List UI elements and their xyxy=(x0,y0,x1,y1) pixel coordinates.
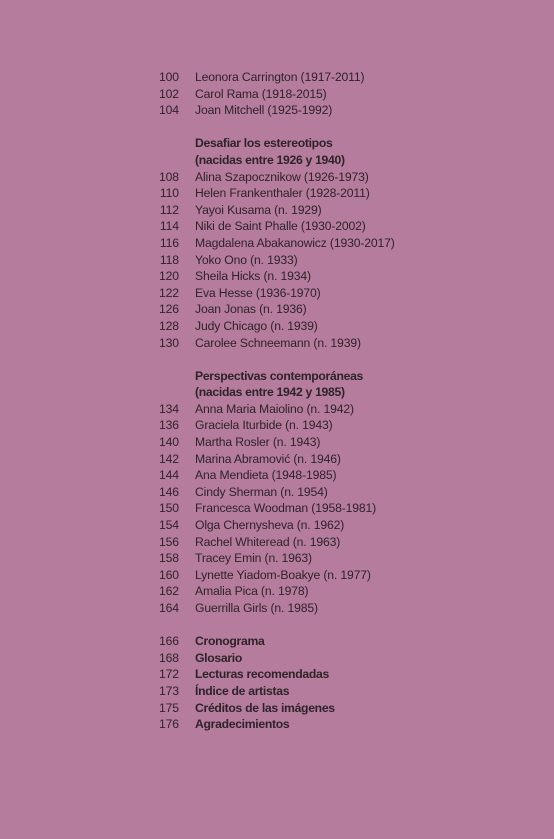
section-heading xyxy=(0,135,554,152)
toc-entry[interactable] xyxy=(0,335,554,352)
toc-entry-title: Helen Frankenthaler (1928-2011) xyxy=(195,186,370,201)
toc-entry-title: Lynette Yiadom-Boakye (n. 1977) xyxy=(195,567,371,582)
toc-page-number: 134 xyxy=(158,401,179,416)
toc-entry[interactable] xyxy=(0,235,554,252)
toc-backmatter-entry[interactable] xyxy=(0,633,554,650)
toc-entry[interactable] xyxy=(0,202,554,219)
toc-page-number: 126 xyxy=(158,302,179,317)
toc-backmatter-entry[interactable] xyxy=(0,666,554,683)
toc-entry-title: Martha Rosler (n. 1943) xyxy=(195,435,321,450)
toc-entry-title: Ana Mendieta (1948-1985) xyxy=(195,468,337,483)
toc-entry[interactable] xyxy=(0,301,554,318)
toc-entry-title: Cindy Sherman (n. 1954) xyxy=(195,484,328,499)
toc-page-number: 162 xyxy=(158,584,179,599)
toc-backmatter-entry[interactable] xyxy=(0,716,554,733)
toc-entry[interactable] xyxy=(0,517,554,534)
toc-page-number: 104 xyxy=(158,103,179,118)
toc-page-number: 136 xyxy=(158,418,179,433)
toc-page-number: 175 xyxy=(158,700,179,715)
toc-entry-title: Rachel Whiteread (n. 1963) xyxy=(195,534,341,549)
toc-entry-title: Carol Rama (1918-2015) xyxy=(195,86,327,101)
toc-entry-title: Anna Maria Maiolino (n. 1942) xyxy=(195,401,354,416)
toc-entry[interactable] xyxy=(0,550,554,567)
toc-entry-title: Leonora Carrington (1917-2011) xyxy=(195,70,365,84)
toc-entry[interactable] xyxy=(0,218,554,235)
section-heading xyxy=(0,368,554,385)
toc-backmatter-entry[interactable] xyxy=(0,683,554,700)
toc-entry[interactable] xyxy=(0,318,554,335)
toc-page-number: 102 xyxy=(158,86,179,101)
toc-page-number: 172 xyxy=(158,667,179,682)
toc-page-number: 146 xyxy=(158,484,179,499)
toc-page-number: 166 xyxy=(158,634,179,649)
section-spacer xyxy=(0,617,554,634)
toc-page-number: 100 xyxy=(158,70,179,84)
section-heading xyxy=(0,152,554,169)
section-heading-line2: (nacidas entre 1942 y 1985) xyxy=(195,385,345,400)
toc-entry[interactable] xyxy=(0,600,554,617)
toc-entry[interactable] xyxy=(0,567,554,584)
toc-entry-title: Carolee Schneemann (n. 1939) xyxy=(195,335,361,350)
toc-page-number: 164 xyxy=(158,601,179,615)
toc-page-number: 140 xyxy=(158,435,179,450)
toc-entry[interactable] xyxy=(0,417,554,434)
toc-entry-title: Joan Mitchell (1925-1992) xyxy=(195,103,333,118)
toc-entry[interactable] xyxy=(0,434,554,451)
toc-page-number: 120 xyxy=(158,269,179,284)
toc-entry-title: Magdalena Abakanowicz (1930-2017) xyxy=(195,235,395,250)
toc-entry-title: Yayoi Kusama (n. 1929) xyxy=(195,202,322,217)
toc-page-number: 173 xyxy=(158,683,179,698)
toc-entry-title: Judy Chicago (n. 1939) xyxy=(195,318,318,333)
toc-entry-title: Glosario xyxy=(195,650,243,665)
toc-entry-title: Guerrilla Girls (n. 1985) xyxy=(195,601,318,615)
toc-entry[interactable] xyxy=(0,583,554,600)
toc-page-number: 110 xyxy=(159,186,179,201)
toc-entry[interactable] xyxy=(0,285,554,302)
toc-entry-title: Amalia Pica (n. 1978) xyxy=(195,584,309,599)
toc-entry-title: Alina Szapocznikow (1926-1973) xyxy=(195,169,369,184)
toc-entry-title: Niki de Saint Phalle (1930-2002) xyxy=(195,219,366,234)
toc-page-number: 160 xyxy=(158,567,179,582)
toc-page-number: 156 xyxy=(158,534,179,549)
toc-entry-title: Créditos de las imágenes xyxy=(195,700,335,715)
toc-entry[interactable] xyxy=(0,268,554,285)
toc-entry-title: Graciela Iturbide (n. 1943) xyxy=(195,418,333,433)
toc-entry-title: Sheila Hicks (n. 1934) xyxy=(195,269,311,284)
toc-page-number: 150 xyxy=(158,501,179,516)
toc-page-number: 144 xyxy=(158,468,179,483)
toc-entry[interactable] xyxy=(0,500,554,517)
toc-page-number: 130 xyxy=(158,335,179,350)
toc-page-number: 168 xyxy=(158,650,179,665)
toc-entry[interactable] xyxy=(0,484,554,501)
toc-page-number: 158 xyxy=(158,551,179,566)
toc-entry-title: Yoko Ono (n. 1933) xyxy=(195,252,298,267)
toc-entry[interactable] xyxy=(0,401,554,418)
toc-entry-title: Francesca Woodman (1958-1981) xyxy=(195,501,377,516)
section-heading xyxy=(0,384,554,401)
toc-entry[interactable] xyxy=(0,69,554,86)
toc-page-number: 118 xyxy=(159,252,179,267)
toc-entry[interactable] xyxy=(0,534,554,551)
toc-entry-title: Marina Abramović (n. 1946) xyxy=(195,451,341,466)
section-heading-line1: Desafiar los estereotipos xyxy=(195,136,333,151)
toc-backmatter-entry[interactable] xyxy=(0,650,554,667)
section-spacer xyxy=(0,351,554,368)
toc-entry-title: Tracey Emin (n. 1963) xyxy=(195,551,312,566)
toc-page-number: 122 xyxy=(158,285,179,300)
section-spacer xyxy=(0,119,554,136)
toc-page-number: 108 xyxy=(158,169,179,184)
toc-entry-title: Agradecimientos xyxy=(195,717,290,732)
section-heading-line2: (nacidas entre 1926 y 1940) xyxy=(195,152,345,167)
table-of-contents xyxy=(0,69,554,733)
toc-entry-title: Joan Jonas (n. 1936) xyxy=(195,302,307,317)
toc-entry[interactable] xyxy=(0,169,554,186)
toc-entry[interactable] xyxy=(0,252,554,269)
toc-page-number: 112 xyxy=(159,202,179,217)
toc-entry-title: Índice de artistas xyxy=(195,683,290,698)
toc-backmatter-entry[interactable] xyxy=(0,700,554,717)
toc-entry[interactable] xyxy=(0,467,554,484)
toc-page-number: 128 xyxy=(158,318,179,333)
toc-entry-title: Lecturas recomendadas xyxy=(195,667,329,682)
toc-entry[interactable] xyxy=(0,102,554,119)
toc-entry[interactable] xyxy=(0,185,554,202)
toc-page-number: 116 xyxy=(159,235,179,250)
toc-page-number: 176 xyxy=(158,717,179,732)
section-heading-line1: Perspectivas contemporáneas xyxy=(195,368,364,383)
toc-entry[interactable] xyxy=(0,86,554,103)
toc-page-number: 142 xyxy=(158,451,179,466)
toc-entry-title: Olga Chernysheva (n. 1962) xyxy=(195,518,345,533)
toc-entry-title: Eva Hesse (1936-1970) xyxy=(195,285,321,300)
toc-page-number: 114 xyxy=(159,219,179,234)
toc-entry[interactable] xyxy=(0,451,554,468)
toc-entry-title: Cronograma xyxy=(195,634,265,649)
toc-page-number: 154 xyxy=(158,518,179,533)
